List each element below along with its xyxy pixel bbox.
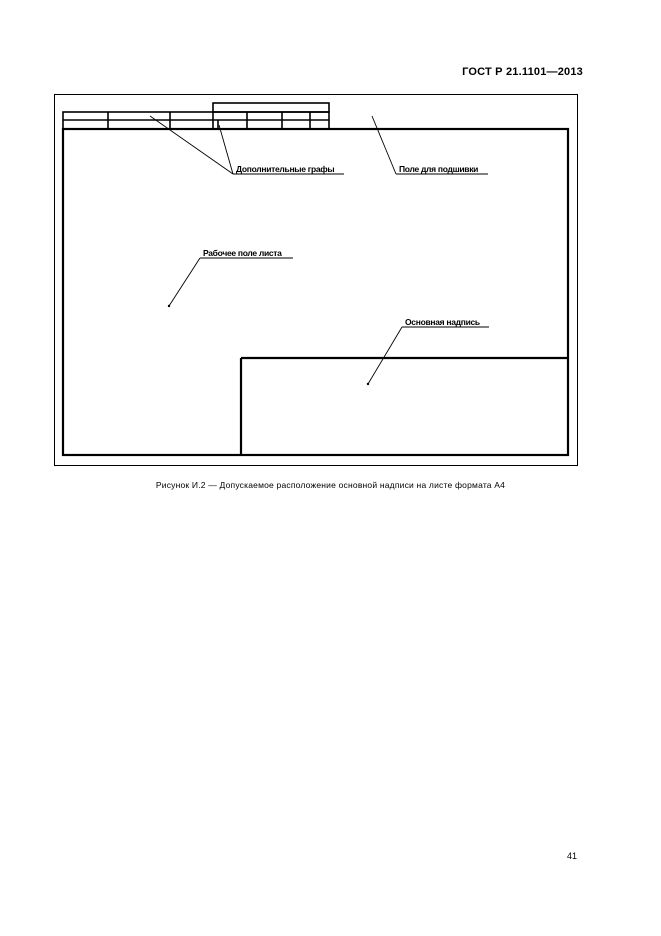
label-additional-columns: Дополнительные графы	[236, 164, 335, 174]
figure-caption: Рисунок И.2 — Допускаемое расположение основной надписи на листе формата А4	[155, 480, 506, 490]
label-signature-field: Поле для подшивки	[399, 164, 479, 174]
label-working-field: Рабочее поле листа	[203, 248, 282, 258]
label-title-block: Основная надпись	[405, 317, 480, 327]
leader-additional-columns-1	[150, 116, 233, 174]
leader-title-block	[368, 327, 402, 384]
sheet-frame	[63, 129, 568, 455]
leader-additional-columns-2	[219, 125, 233, 174]
leader-dots	[168, 305, 369, 385]
additional-columns-block	[63, 103, 329, 129]
leader-working-field	[169, 258, 200, 306]
standard-code: ГОСТ Р 21.1101—2013	[462, 66, 583, 78]
page-number: 41	[567, 851, 578, 861]
title-block	[241, 358, 568, 455]
figure-outer-frame	[55, 95, 578, 466]
leader-signature-field	[372, 116, 396, 174]
leader-lines	[150, 116, 489, 384]
